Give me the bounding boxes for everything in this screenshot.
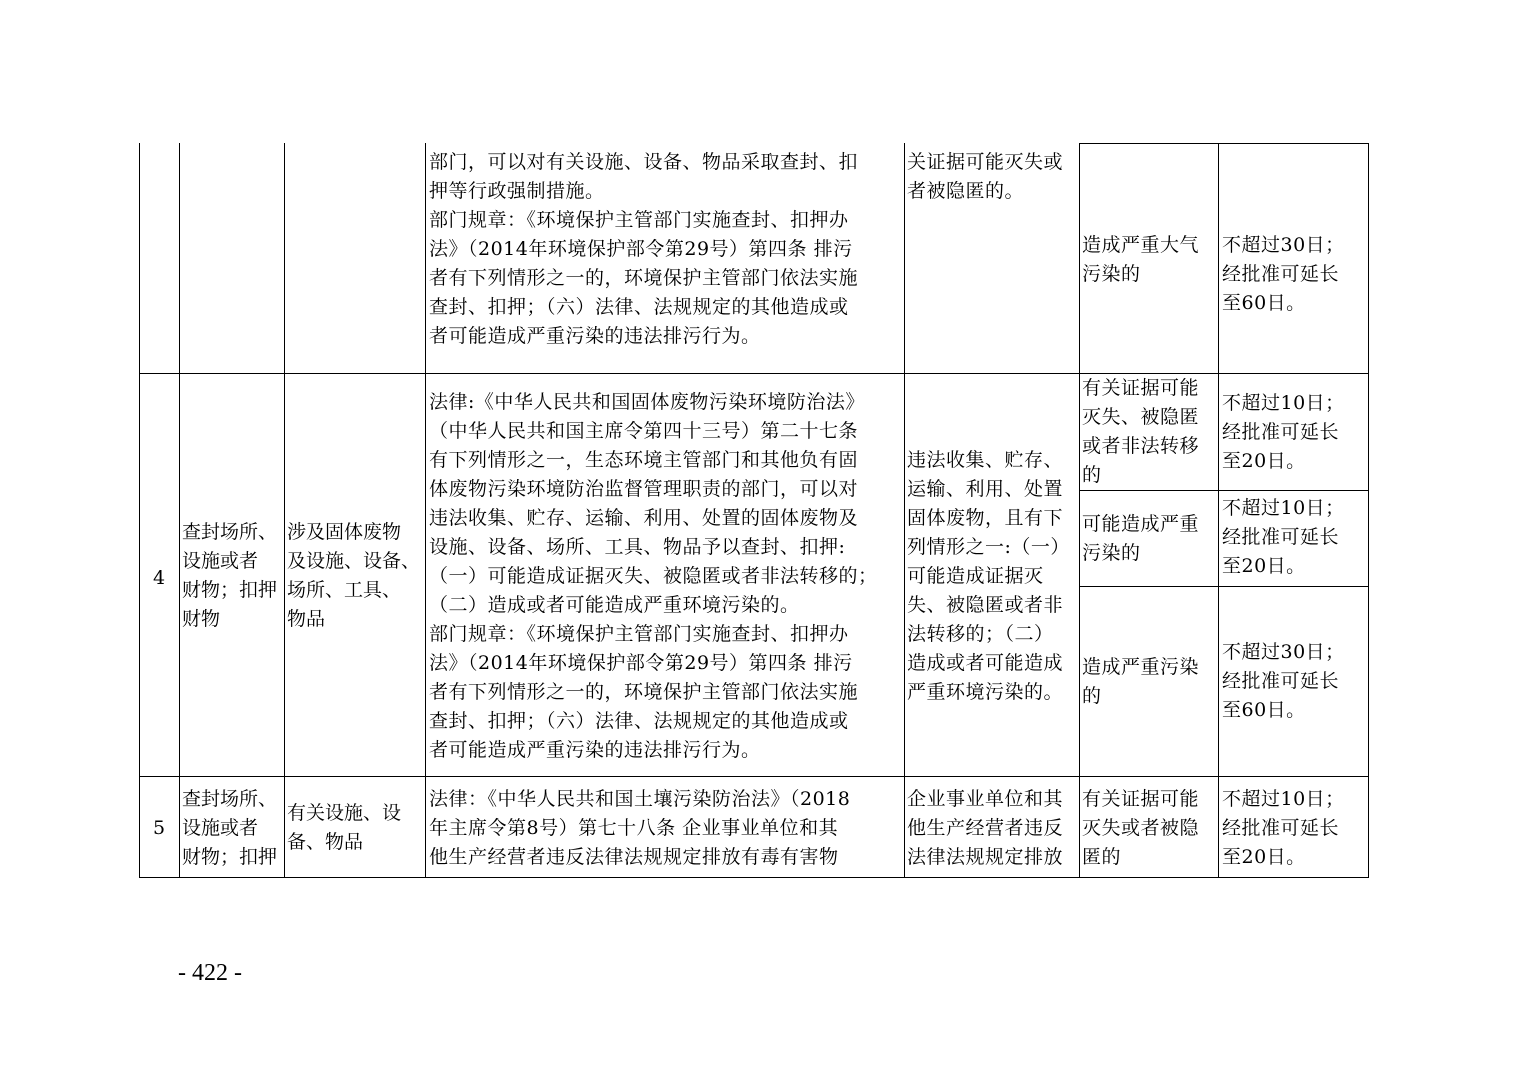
subrow-divider-1 — [1079, 490, 1369, 491]
page-number: - 422 - — [178, 960, 242, 986]
col-divider-5 — [1079, 143, 1080, 878]
row4-condition-cell: 违法收集、贮存、 运输、利用、处置 固体废物，且有下 列情形之一:（一） 可能造成证据灭 失、被隐匿或者非 法转移的；（二） 造成或者可能造成 严重环境污染的。 — [907, 449, 1070, 703]
row5-number: 5 — [152, 817, 166, 839]
top-border-right-cells — [1079, 143, 1369, 144]
row5-object-cell: 有关设施、设 备、物品 — [287, 802, 402, 853]
table-border-left — [139, 143, 140, 878]
subrow-divider-2 — [1079, 586, 1369, 587]
row4-object-cell: 涉及固体废物 及设施、设备、 场所、工具、 物品 — [287, 521, 421, 630]
row4-sub1-term: 不超过10日； 经批准可延长 至20日。 — [1222, 392, 1345, 472]
col-divider-1 — [179, 143, 180, 878]
row4-sub2-situation: 可能造成严重 污染的 — [1082, 513, 1200, 564]
cont-term-cell: 不超过30日； 经批准可延长 至60日。 — [1222, 234, 1345, 314]
row5-situation-cell: 有关证据可能 灭失或者被隐 匿的 — [1082, 788, 1200, 868]
row5-basis-cell: 法律：《中华人民共和国土壤污染防治法》（2018 年主席令第8号）第七十八条 企业事业单位和其 他生产经营者违反法律法规规定排放有毒有害物 — [429, 788, 851, 868]
col-divider-3 — [425, 143, 426, 878]
row4-category-cell: 查封场所、 设施或者 财物；扣押 财物 — [182, 521, 278, 630]
row4-sub1-situation: 有关证据可能 灭失、被隐匿 或者非法转移 的 — [1082, 377, 1200, 486]
col-divider-6 — [1218, 143, 1219, 878]
cont-condition-cell: 关证据可能灭失或 者被隐匿的。 — [907, 151, 1064, 202]
row4-number: 4 — [152, 567, 166, 589]
table-bottom-border — [139, 877, 1369, 878]
col-divider-4 — [904, 143, 905, 878]
row-divider-5 — [139, 776, 1369, 777]
cont-situation-cell: 造成严重大气 污染的 — [1082, 234, 1200, 285]
row4-basis-cell: 法律:《中华人民共和国固体废物污染环境防治法》 （中华人民共和国主席令第四十三号）第二十七条 有下列情形之一，生态环境主管部门和其他负有固 体废物污染环境防治监督管理职责的部门，可以对 违法收集、贮存、运输、利用、处置的固体废物及 设施、设备、场所、工具、物品予以查封、扣押: （一）可能造成证据灭失、被隐匿或者非法转移的； （二）造成或者可能造成严重环境污染的。 部门规章：《环境保护主管部门实施查封、扣押办 法》（2014年环境保护部令第29号）第四条 排污 者有下列情形之一的，环境保护主管部门依法实施 查封、扣押；（六）法律、法规规定的其他造成或 者可能造成严重污染的违法排污行为。 — [429, 391, 878, 761]
row5-category-cell: 查封场所、 设施或者 财物；扣押 — [182, 788, 278, 868]
row4-sub2-term: 不超过10日； 经批准可延长 至20日。 — [1222, 497, 1345, 577]
row5-condition-cell: 企业事业单位和其 他生产经营者违反 法律法规规定排放 — [907, 788, 1064, 868]
row4-sub3-term: 不超过30日； 经批准可延长 至60日。 — [1222, 641, 1345, 721]
cont-basis-cell: 部门，可以对有关设施、设备、物品采取查封、扣 押等行政强制措施。 部门规章：《环境保护主管部门实施查封、扣押办 法》（2014年环境保护部令第29号）第四条 排污 者有下列情形之一的，环境保护主管部门依法实施 查封、扣押；（六）法律、法规规定的其他造成或 者可能造成严重污染的违法排污行为。 — [429, 151, 859, 347]
table-border-right — [1368, 143, 1369, 878]
row4-sub3-situation: 造成严重污染 的 — [1082, 656, 1200, 707]
row5-term-cell: 不超过10日； 经批准可延长 至20日。 — [1222, 788, 1345, 868]
col-divider-2 — [284, 143, 285, 878]
